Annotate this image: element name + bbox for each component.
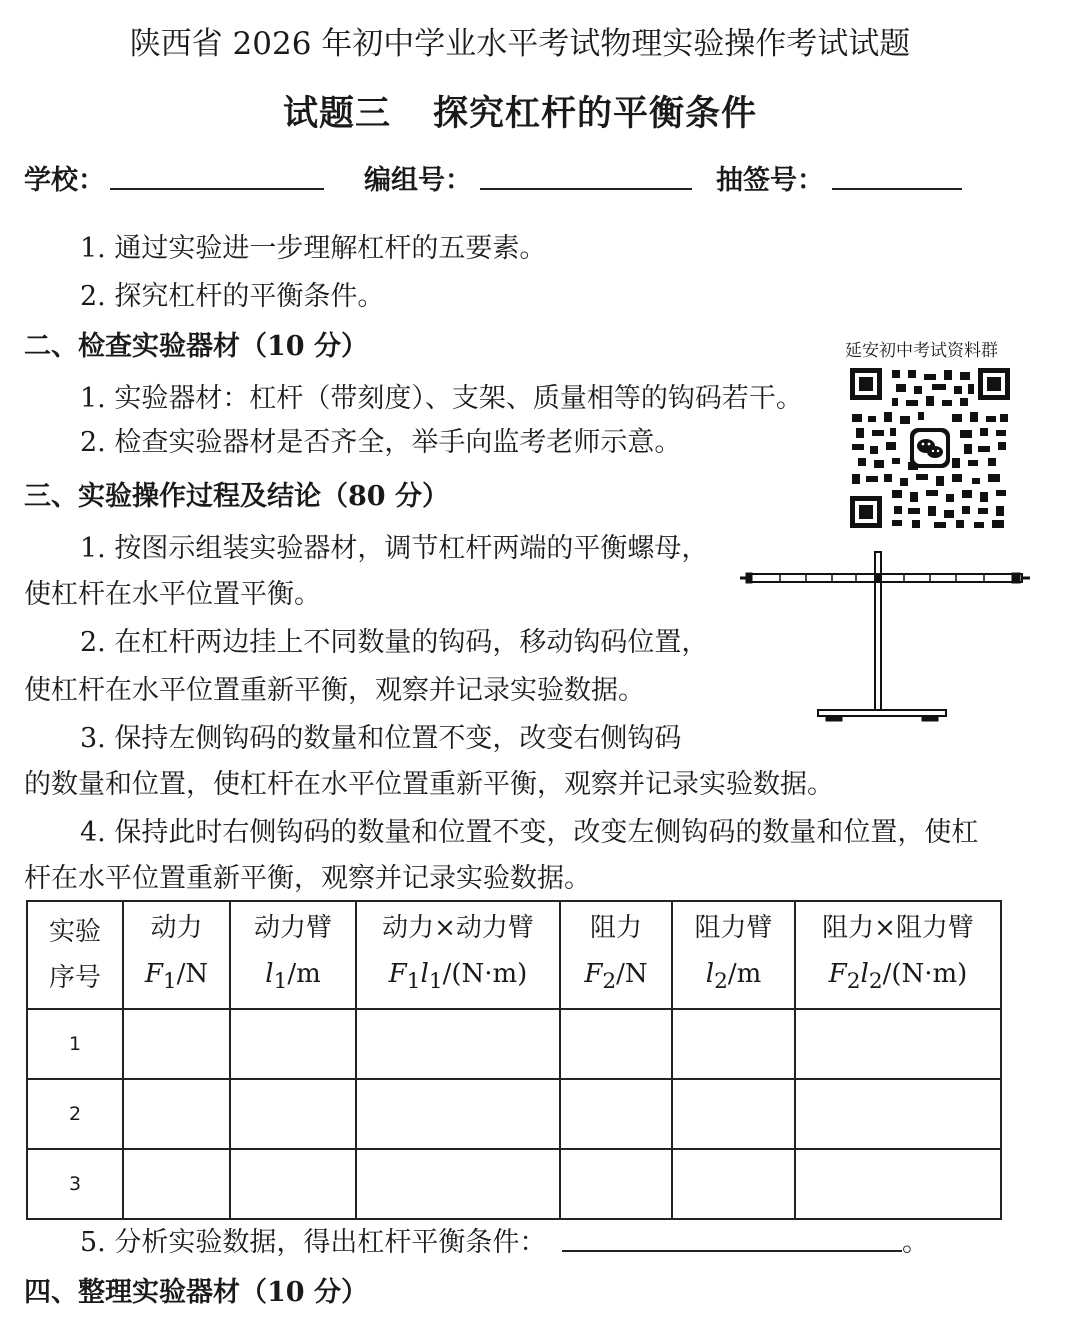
table-header-row <box>27 901 1001 1009</box>
data-cell[interactable] <box>123 1079 230 1149</box>
draw-number-label: 抽签号： <box>716 165 824 196</box>
group-number-label: 编组号： <box>364 165 472 196</box>
procedure-line: 1. 按图示组装实验器材，调节杠杆两端的平衡螺母， <box>80 533 709 564</box>
draw-number-input-line[interactable] <box>832 188 962 190</box>
conclusion-period: 。 <box>902 1227 929 1258</box>
data-table <box>26 900 1002 1220</box>
data-cell[interactable] <box>795 1009 1001 1079</box>
data-cell[interactable] <box>560 1149 672 1219</box>
header-load-arm: 阻力臂 $l_2/m$ <box>672 901 795 1009</box>
equipment-check-item: 2. 检查实验器材是否齐全，举手向监考老师示意。 <box>80 427 682 458</box>
page-subtitle <box>0 86 1040 136</box>
data-cell[interactable] <box>123 1009 230 1079</box>
qr-finder-bottom-left <box>850 496 882 528</box>
conclusion-answer-line[interactable] <box>562 1250 902 1252</box>
qr-code[interactable] <box>848 366 1012 530</box>
page-title: 陕西省 2026 年初中学业水平考试物理实验操作考试试题 <box>129 26 911 62</box>
procedure-line: 使杠杆在水平位置平衡。 <box>24 579 321 610</box>
procedure-line: 3. 保持左侧钩码的数量和位置不变，改变右侧钩码 <box>80 723 682 754</box>
objective-item: 1. 通过实验进一步理解杠杆的五要素。 <box>80 233 547 264</box>
procedure-line: 的数量和位置，使杠杆在水平位置重新平衡，观察并记录实验数据。 <box>24 769 834 800</box>
qr-finder-top-right <box>978 368 1010 400</box>
qr-finder-top-left <box>850 368 882 400</box>
table-row <box>27 1149 1001 1219</box>
conclusion-prompt: 5. 分析实验数据，得出杠杆平衡条件： <box>80 1227 547 1258</box>
procedure-line: 使杠杆在水平位置重新平衡，观察并记录实验数据。 <box>24 675 645 706</box>
qr-caption: 延安初中考试资料群 <box>845 341 998 361</box>
header-effort-force: 动力 $F_1/N$ <box>123 901 230 1009</box>
section-heading-equipment-check: 二、检查实验器材（10 分） <box>24 331 368 362</box>
school-label: 学校： <box>24 165 105 196</box>
section-heading-cleanup: 四、整理实验器材（10 分） <box>24 1277 368 1308</box>
procedure-line: 杆在水平位置重新平衡，观察并记录实验数据。 <box>24 863 591 894</box>
data-cell[interactable] <box>672 1009 795 1079</box>
data-cell[interactable] <box>795 1079 1001 1149</box>
lever-stand <box>818 552 946 721</box>
data-cell[interactable] <box>672 1079 795 1149</box>
data-cell[interactable] <box>356 1149 560 1219</box>
wechat-icon <box>910 428 950 468</box>
header-load-product: 阻力×阻力臂 $F_2l_2/(N\cdot m)$ <box>795 901 1001 1009</box>
subtitle-question-number: 试题三 <box>282 93 391 134</box>
trial-number: 2 <box>27 1079 123 1149</box>
data-cell[interactable] <box>230 1079 356 1149</box>
trial-number: 1 <box>27 1009 123 1079</box>
table-row <box>27 1009 1001 1079</box>
subtitle-topic: 探究杠杆的平衡条件 <box>433 93 758 134</box>
lever-bar <box>740 573 1030 583</box>
group-number-input-line[interactable] <box>480 188 692 190</box>
table-row <box>27 1079 1001 1149</box>
header-trial-number: 实验 序号 <box>27 901 123 1009</box>
data-cell[interactable] <box>560 1079 672 1149</box>
objective-item: 2. 探究杠杆的平衡条件。 <box>80 281 385 312</box>
data-cell[interactable] <box>356 1009 560 1079</box>
header-effort-arm: 动力臂 $l_1/m$ <box>230 901 356 1009</box>
data-cell[interactable] <box>560 1009 672 1079</box>
header-effort-product: 动力×动力臂 $F_1l_1/(N\cdot m)$ <box>356 901 560 1009</box>
lever-apparatus-diagram <box>736 548 1032 726</box>
section-heading-procedure: 三、实验操作过程及结论（80 分） <box>24 481 449 512</box>
procedure-line: 4. 保持此时右侧钩码的数量和位置不变，改变左侧钩码的数量和位置，使杠 <box>80 817 979 848</box>
data-cell[interactable] <box>356 1079 560 1149</box>
header-load-force: 阻力 $F_2/N$ <box>560 901 672 1009</box>
data-cell[interactable] <box>230 1149 356 1219</box>
equipment-list-item: 1. 实验器材：杠杆（带刻度）、支架、质量相等的钩码若干。 <box>80 383 803 414</box>
data-cell[interactable] <box>672 1149 795 1219</box>
trial-number: 3 <box>27 1149 123 1219</box>
school-input-line[interactable] <box>110 188 324 190</box>
data-cell[interactable] <box>123 1149 230 1219</box>
data-cell[interactable] <box>795 1149 1001 1219</box>
procedure-line: 2. 在杠杆两边挂上不同数量的钩码，移动钩码位置， <box>80 627 709 658</box>
data-cell[interactable] <box>230 1009 356 1079</box>
